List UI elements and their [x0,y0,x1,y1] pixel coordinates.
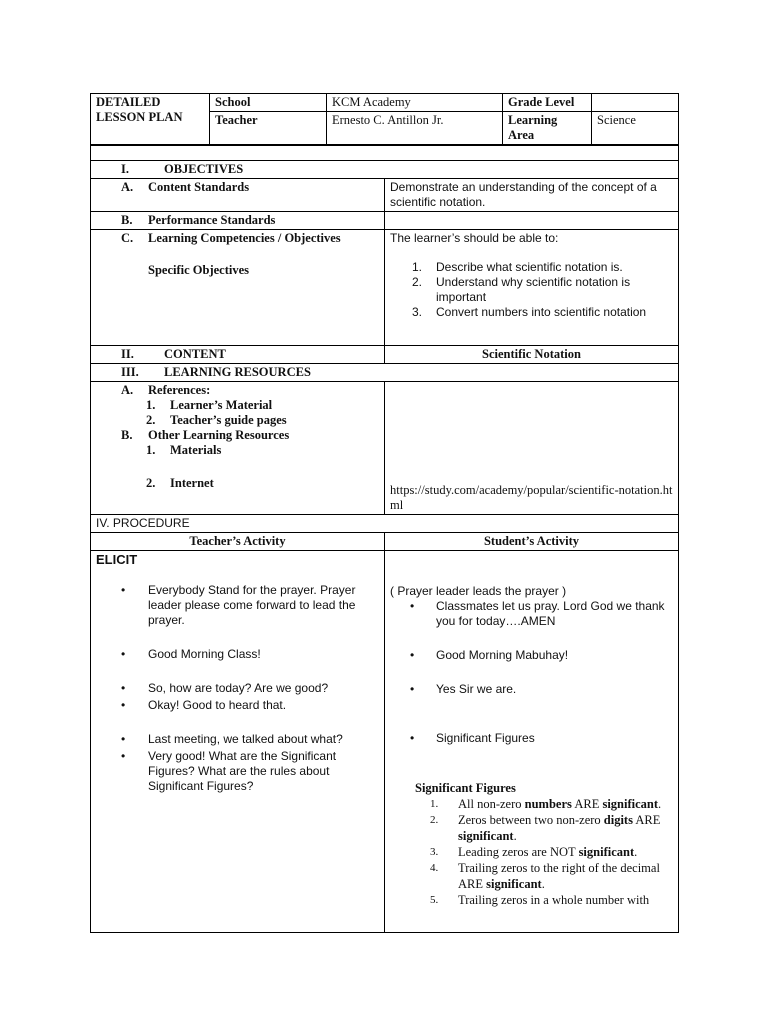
label: Learning Competencies / Objectives [148,231,341,245]
rule-number: 5. [430,894,439,906]
performance-standards-value [385,212,679,230]
bullet-icon: • [410,599,415,613]
learners-material: Learner’s Material [170,398,273,412]
bullet-icon: • [121,681,126,695]
item-number: 1. [146,443,156,457]
learning-area-line-1: Learning [508,113,558,127]
student-line [390,648,673,663]
rule-text: . [513,829,517,843]
bullet-icon: • [121,698,126,712]
item-number: 2. [412,275,423,289]
sig-fig-rule [390,860,673,892]
sig-fig-rule [390,892,673,908]
bullet-icon: • [410,731,415,745]
grade-level-label: Grade Level [503,94,592,112]
teachers-guide-pages: Teacher’s guide pages [170,413,287,427]
learning-resources-heading [91,364,679,382]
teacher-line [96,732,379,747]
rule-text: . [634,845,638,859]
prayer-note: ( Prayer leader leads the prayer ) [390,584,567,598]
teacher-line-text: Good Morning Class! [148,647,261,661]
rule-text: . [541,877,545,891]
bullet-icon: • [410,648,415,662]
rule-text: All non-zero [458,797,525,811]
letter: B. [121,213,133,227]
teacher-activity-cell [91,551,385,933]
references-values [385,382,679,515]
student-line-text: Classmates let us pray. Lord God we thank you for today….AMEN [436,599,665,628]
procedure-heading: IV. PROCEDURE [91,515,679,533]
rule-number: 4. [430,862,439,874]
teacher-value: Ernesto C. Antillon Jr. [327,112,503,146]
item-number: 2. [146,413,156,427]
bullet-icon: • [121,749,126,763]
item-number: 1. [146,398,156,412]
internet-url: https://study.com/academy/popular/scientific-notation.html [390,483,673,512]
rule-text: Zeros between two non-zero [458,813,604,827]
rule-text: Trailing zeros to the right of the decimal ARE [458,861,660,891]
header-table [90,93,679,146]
school-label: School [210,94,327,112]
rule-number: 1. [430,798,439,810]
label: Content Standards [148,180,250,194]
letter: C. [121,231,134,245]
letter: A. [121,180,134,194]
rule-bold: numbers [524,797,572,811]
other-resources-label: Other Learning Resources [148,428,290,442]
learning-area-line-2: Area [508,128,535,142]
materials: Materials [170,443,222,457]
rule-text: Trailing zeros in a whole number with [458,893,650,907]
title-line-2: LESSON PLAN [96,110,183,124]
teacher-line-text: Everybody Stand for the prayer. Prayer leader please come forward to lead the prayer. [148,583,356,627]
item-text: Convert numbers into scientific notation [436,305,647,319]
section-number: III. [121,365,139,379]
learning-competencies-label [91,230,385,346]
grade-level-value [592,94,679,112]
section-number: I. [121,162,129,176]
section-title: CONTENT [164,347,226,361]
letter: B. [121,428,133,442]
section-number: II. [121,347,134,361]
student-line [390,682,673,697]
student-activity-header: Student’s Activity [385,533,679,551]
objective-item [390,305,673,320]
elicit-label: ELICIT [96,552,138,567]
teacher-line-text: Last meeting, we talked about what? [148,732,343,746]
letter: A. [121,383,134,397]
label: Performance Standards [148,213,276,227]
teacher-activity-header: Teacher’s Activity [91,533,385,551]
bullet-icon: • [121,647,126,661]
rule-text: . [658,797,662,811]
lesson-plan-body-table [90,144,679,933]
item-text: Describe what scientific notation is. [436,260,623,274]
performance-standards-label [91,212,385,230]
content-value: Scientific Notation [385,346,679,364]
section-title: LEARNING RESOURCES [164,365,311,379]
teacher-line [96,647,379,662]
student-line-text: Yes Sir we are. [436,682,517,696]
teacher-line [96,583,379,628]
item-number: 2. [146,476,156,490]
rule-text: ARE [571,797,603,811]
objective-item [390,275,673,305]
item-number: 3. [412,305,423,319]
student-activity-cell [385,551,679,933]
rule-text: ARE [632,813,661,827]
teacher-label: Teacher [210,112,327,146]
student-line-text: Good Morning Mabuhay! [436,648,569,662]
student-line-text: Significant Figures [436,731,535,745]
learning-area-label [503,112,592,146]
specific-objectives-label: Specific Objectives [148,263,250,277]
objectives-intro: The learner’s should be able to: [390,231,559,245]
teacher-line-text: Okay! Good to heard that. [148,698,287,712]
teacher-line-text: Very good! What are the Significant Figures? What are the rules about Significant Figures? [148,749,337,793]
spacer-row [91,145,679,161]
teacher-line-text: So, how are today? Are we good? [148,681,329,695]
rule-text: Leading zeros are NOT [458,845,579,859]
sig-fig-rule [390,844,673,860]
references-cell [91,382,385,515]
teacher-line [96,749,379,794]
content-heading [91,346,385,364]
student-line [390,599,673,629]
objective-item [390,260,673,275]
section-title: OBJECTIVES [164,162,244,176]
school-value: KCM Academy [327,94,503,112]
significant-figures-title: Significant Figures [415,781,516,795]
bullet-icon: • [410,682,415,696]
references-label: References: [148,383,211,397]
title-line-1: DETAILED [96,95,161,109]
item-text: Understand why scientific notation is important [436,275,631,304]
learning-competencies-value [385,230,679,346]
rule-bold: significant [602,797,659,811]
teacher-line [96,698,379,713]
bullet-icon: • [121,583,126,597]
student-line [390,731,673,746]
rule-number: 3. [430,846,439,858]
content-standards-value: Demonstrate an understanding of the concept of a scientific notation. [385,179,679,212]
rule-bold: significant [458,829,514,843]
learning-area-value: Science [592,112,679,146]
teacher-line [96,681,379,696]
objectives-heading [91,161,679,179]
sig-fig-rule [390,812,673,844]
rule-bold: digits [603,813,633,827]
sig-fig-rule [390,796,673,812]
internet: Internet [170,476,214,490]
lesson-plan-title [91,94,210,146]
bullet-icon: • [121,732,126,746]
rule-number: 2. [430,814,439,826]
item-number: 1. [412,260,423,274]
rule-bold: significant [486,877,542,891]
content-standards-label [91,179,385,212]
rule-bold: significant [578,845,635,859]
